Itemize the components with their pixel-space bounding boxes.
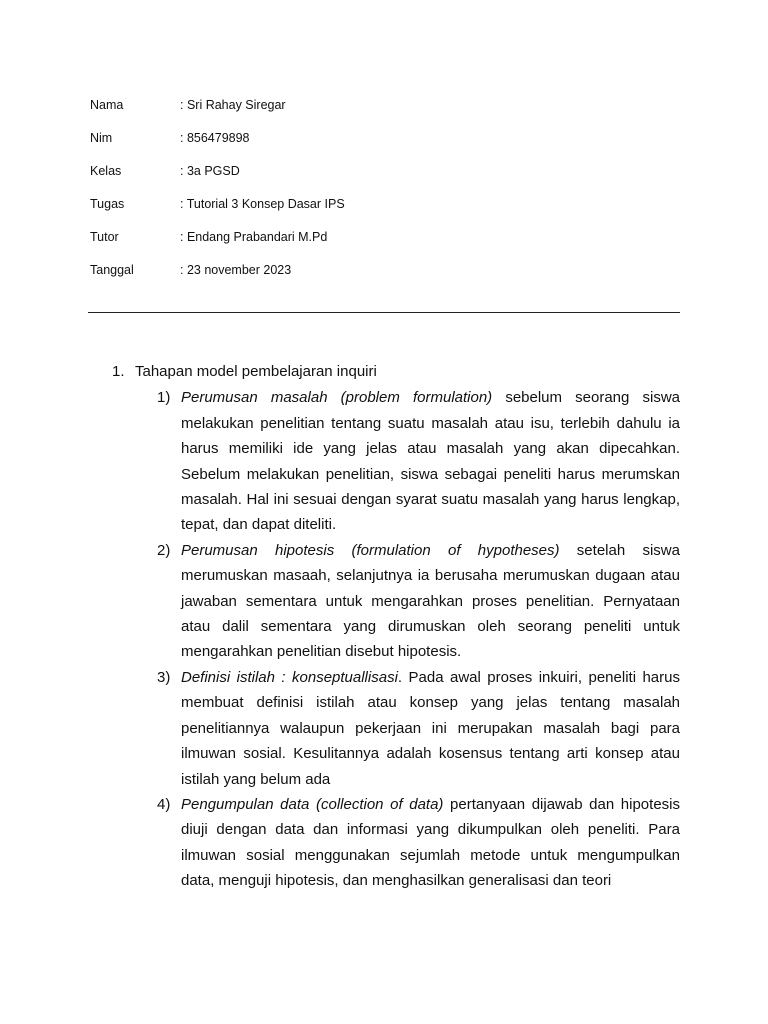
question-title: Tahapan model pembelajaran inquiri — [135, 363, 377, 380]
question-number: 1. — [112, 363, 125, 380]
list-item-text — [181, 385, 680, 537]
identity-label: Kelas — [90, 163, 122, 178]
identity-block — [90, 88, 345, 286]
answer-content — [112, 359, 680, 894]
list-item-body: sebelum seorang siswa melakukan penelitian tentang suatu masalah atau isu, terlebih dahulu ia harus memiliki ide yang jelas atau masalah yang akan dipecahkan. Sebelum melakukan penelitian, siswa sebagai peneliti harus merumskan masalah. Hal ini sesuai dengan syarat suatu masalah yang harus lengkap, tepat, dan dapat diteliti. — [181, 389, 680, 534]
identity-row-nim — [90, 121, 345, 154]
identity-label: Nama — [90, 97, 124, 112]
list-item-text — [181, 665, 680, 792]
question-heading — [112, 359, 680, 384]
list-item-term: Perumusan masalah (problem formulation) — [181, 389, 493, 407]
list-item-number: 2) — [157, 541, 171, 559]
list-item-text — [181, 538, 680, 665]
list-item — [157, 538, 680, 665]
list-item — [157, 792, 680, 894]
identity-value: : Endang Prabandari M.Pd — [180, 229, 328, 244]
list-item — [157, 385, 680, 537]
identity-value: : 856479898 — [180, 130, 250, 145]
list-item — [157, 665, 680, 792]
list-item-text — [181, 792, 680, 894]
identity-row-tugas — [90, 187, 345, 220]
list-item-term: Perumusan hipotesis (formulation of hypotheses) — [181, 541, 560, 559]
identity-label: Tutor — [90, 229, 119, 244]
list-item-number: 3) — [157, 668, 171, 686]
identity-row-kelas — [90, 154, 345, 187]
list-item-term: Definisi istilah : konseptuallisasi — [181, 668, 398, 686]
identity-value: : Sri Rahay Siregar — [180, 97, 286, 112]
list-item-number: 1) — [157, 389, 171, 407]
list-item-number: 4) — [157, 795, 171, 813]
horizontal-divider — [88, 312, 680, 313]
sub-list — [157, 385, 680, 893]
list-item-term: Pengumpulan data (collection of data) — [181, 795, 444, 813]
identity-label: Tanggal — [90, 262, 134, 277]
identity-value: : Tutorial 3 Konsep Dasar IPS — [180, 196, 345, 211]
identity-label: Nim — [90, 130, 113, 145]
identity-value: : 23 november 2023 — [180, 262, 292, 277]
list-item-body: . Pada awal proses inkuiri, peneliti harus membuat definisi istilah atau konsep yang jelas tentang masalah penelitiannya walaupun pekerjaan ini merupakan masalah bagi para ilmuwan sosial. Kesulitannya adalah kosensus tentang arti konsep atau istilah yang belum ada — [181, 668, 680, 788]
list-item-body: pertanyaan dijawab dan hipotesis diuji dengan data dan informasi yang dikumpulkan oleh peneliti. Para ilmuwan sosial menggunakan sejumlah metode untuk mengumpulkan data, menguji hipotesis, dan menghasilkan generalisasi dan teori — [181, 795, 680, 890]
identity-row-nama — [90, 88, 345, 121]
identity-row-tutor — [90, 220, 345, 253]
identity-label: Tugas — [90, 196, 125, 211]
identity-value: : 3a PGSD — [180, 163, 240, 178]
identity-row-tanggal — [90, 253, 345, 286]
list-item-body: setelah siswa merumuskan masaah, selanjutnya ia berusaha merumuskan dugaan atau jawaban sementara untuk mengarahkan proses penelitian. Pernyataan atau dalil sementara yang dirumuskan oleh seorang peneliti untuk mengarahkan penelitian disebut hipotesis. — [181, 541, 680, 661]
